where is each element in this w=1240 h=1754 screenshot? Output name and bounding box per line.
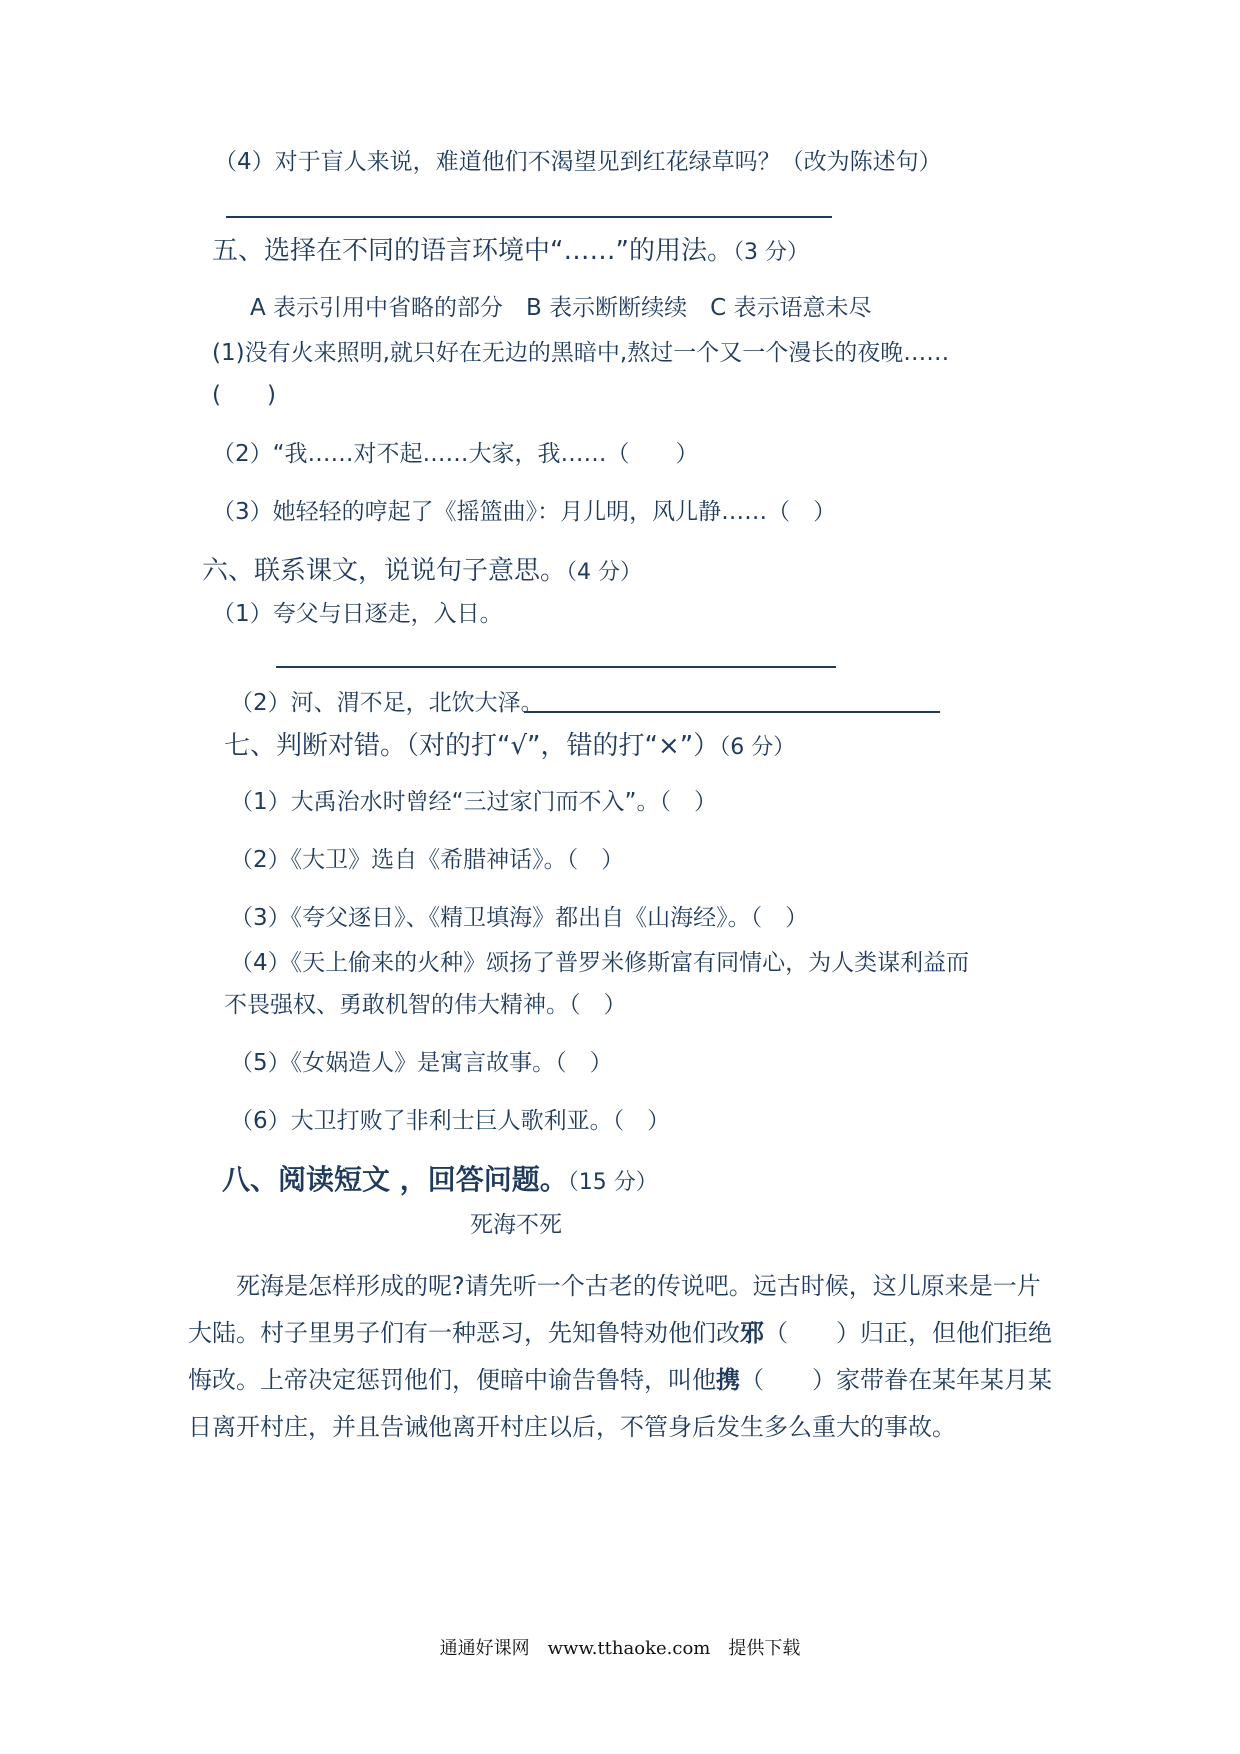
section-6-points: （4 分） <box>566 560 643 585</box>
section-6-title: 六、联系课文，说说句子意思。 <box>202 556 567 586</box>
bold-char-xie2: 携 <box>716 1366 740 1394</box>
section-5-item-1-paren: ( ) <box>212 382 276 408</box>
section-7-title: 七、判断对错。（对的打“√”，错的打“×”） <box>224 731 720 761</box>
section-5-heading <box>212 234 809 270</box>
section-7-heading <box>224 729 795 765</box>
section-7-item-4-line-1: （4）《天上偷来的火种》颂扬了普罗米修斯富有同情心，为人类谋利益而 <box>230 950 970 976</box>
section-7-item-4-line-2: 不畏强权、勇敢机智的伟大精神。（ ） <box>224 992 627 1018</box>
section-6-item-1: （1）夸父与日逐走，入日。 <box>212 601 503 627</box>
section-7-points: （6 分） <box>719 735 796 760</box>
section-6-item-2: （2）河、渭不足，北饮大泽。 <box>230 690 544 716</box>
answer-line-6-2 <box>524 711 940 713</box>
section-5-item-2: （2）“我……对不起……大家，我……（ ） <box>212 441 699 467</box>
section-7-item-1: （1）大禹治水时曾经“三过家门而不入”。（ ） <box>230 789 717 815</box>
article-paragraph <box>188 1263 1060 1451</box>
section-7-item-3: （3）《夸父逐日》、《精卫填海》都出自《山海经》。（ ） <box>230 905 809 931</box>
section-5-item-3: （3）她轻轻的哼起了《摇篮曲》：月儿明，风儿静……（ ） <box>212 499 837 525</box>
section-6-heading <box>202 554 642 590</box>
section-8-points: （15 分） <box>567 1170 658 1195</box>
section-7-item-2: （2）《大卫》选自《希腊神话》。（ ） <box>230 847 625 873</box>
paragraph-text-a: 死海是怎样形成的呢?请先听一个古老的传说吧。远古时候，这儿原来是一片大陆。村子里男子们有一种恶习，先知鲁特劝他们改 <box>188 1272 1041 1347</box>
section-5-title: 五、选择在不同的语言环境中“……”的用法。 <box>212 236 733 266</box>
section-7-item-6: （6）大卫打败了非利士巨人歌利亚。（ ） <box>230 1108 671 1134</box>
section-5-options: A 表示引用中省略的部分 B 表示断断续续 C 表示语意未尽 <box>250 295 872 321</box>
section-7-item-5: （5）《女娲造人》是寓言故事。（ ） <box>230 1050 613 1076</box>
paragraph-text-c: （ ）家带眷在某年某月某日离开村庄，并且告诫他离开村庄以后，不管身后发生多么重大的事故。 <box>188 1366 1052 1441</box>
section-5-item-1: (1)没有火来照明,就只好在无边的黑暗中,熬过一个又一个漫长的夜晚…… <box>212 340 950 366</box>
bold-char-xie: 邪 <box>740 1319 764 1347</box>
paragraph-text-b: （ ）归正，但他们拒绝悔改。上帝决定惩罚他们，便暗中谕告鲁特，叫他 <box>188 1319 1052 1394</box>
answer-line-6-1 <box>276 666 836 668</box>
page-footer: 通通好课网 www.tthaoke.com 提供下载 <box>439 1638 801 1659</box>
section-8-heading <box>222 1162 658 1201</box>
section-8-title: 八、阅读短文 ，回答问题。 <box>222 1163 568 1196</box>
question-4-4: （4）对于盲人来说，难道他们不渴望见到红花绿草吗？（改为陈述句） <box>214 149 942 175</box>
section-5-points: （3 分） <box>732 240 809 265</box>
article-title: 死海不死 <box>470 1212 562 1238</box>
answer-line-4-4 <box>226 216 832 218</box>
